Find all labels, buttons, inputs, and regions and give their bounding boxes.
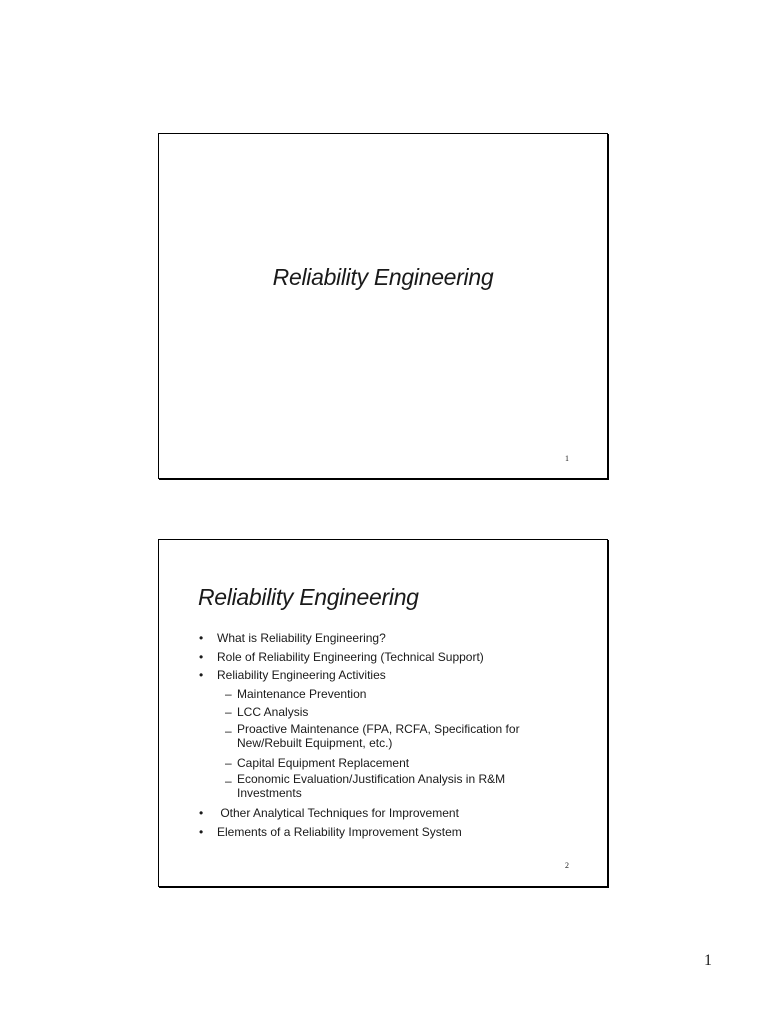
sub-bullet-item: – LCC Analysis [225,705,309,719]
slide-2-title: Reliability Engineering [198,584,419,610]
slide-2 [158,539,608,887]
slide-1-number: 1 [565,454,569,463]
bullet-item: • Role of Reliability Engineering (Technical Support) [199,649,484,664]
sub-bullet-item: – Capital Equipment Replacement [225,755,410,770]
slide-2-number: 2 [565,861,569,870]
sub-bullet-item: – Maintenance Prevention [225,686,367,701]
slide-1 [158,133,608,479]
bullet-item: • Elements of a Reliability Improvement System [199,824,462,839]
bullet-item: • Reliability Engineering Activities [199,668,386,682]
sub-bullet-item: – Economic Evaluation/Justification Analysis in R&M Investments [225,772,506,800]
sub-bullet-item: – Proactive Maintenance (FPA, RCFA, Specification for New/Rebuilt Equipment, etc.) [225,721,520,750]
bullet-item: • What is Reliability Engineering? [199,631,386,645]
slide-2-bullet-list [199,629,547,841]
slide-1-title: Reliability Engineering [272,264,494,290]
page-number: 1 [704,952,712,969]
bullet-item: • Other Analytical Techniques for Improvement [199,806,459,820]
